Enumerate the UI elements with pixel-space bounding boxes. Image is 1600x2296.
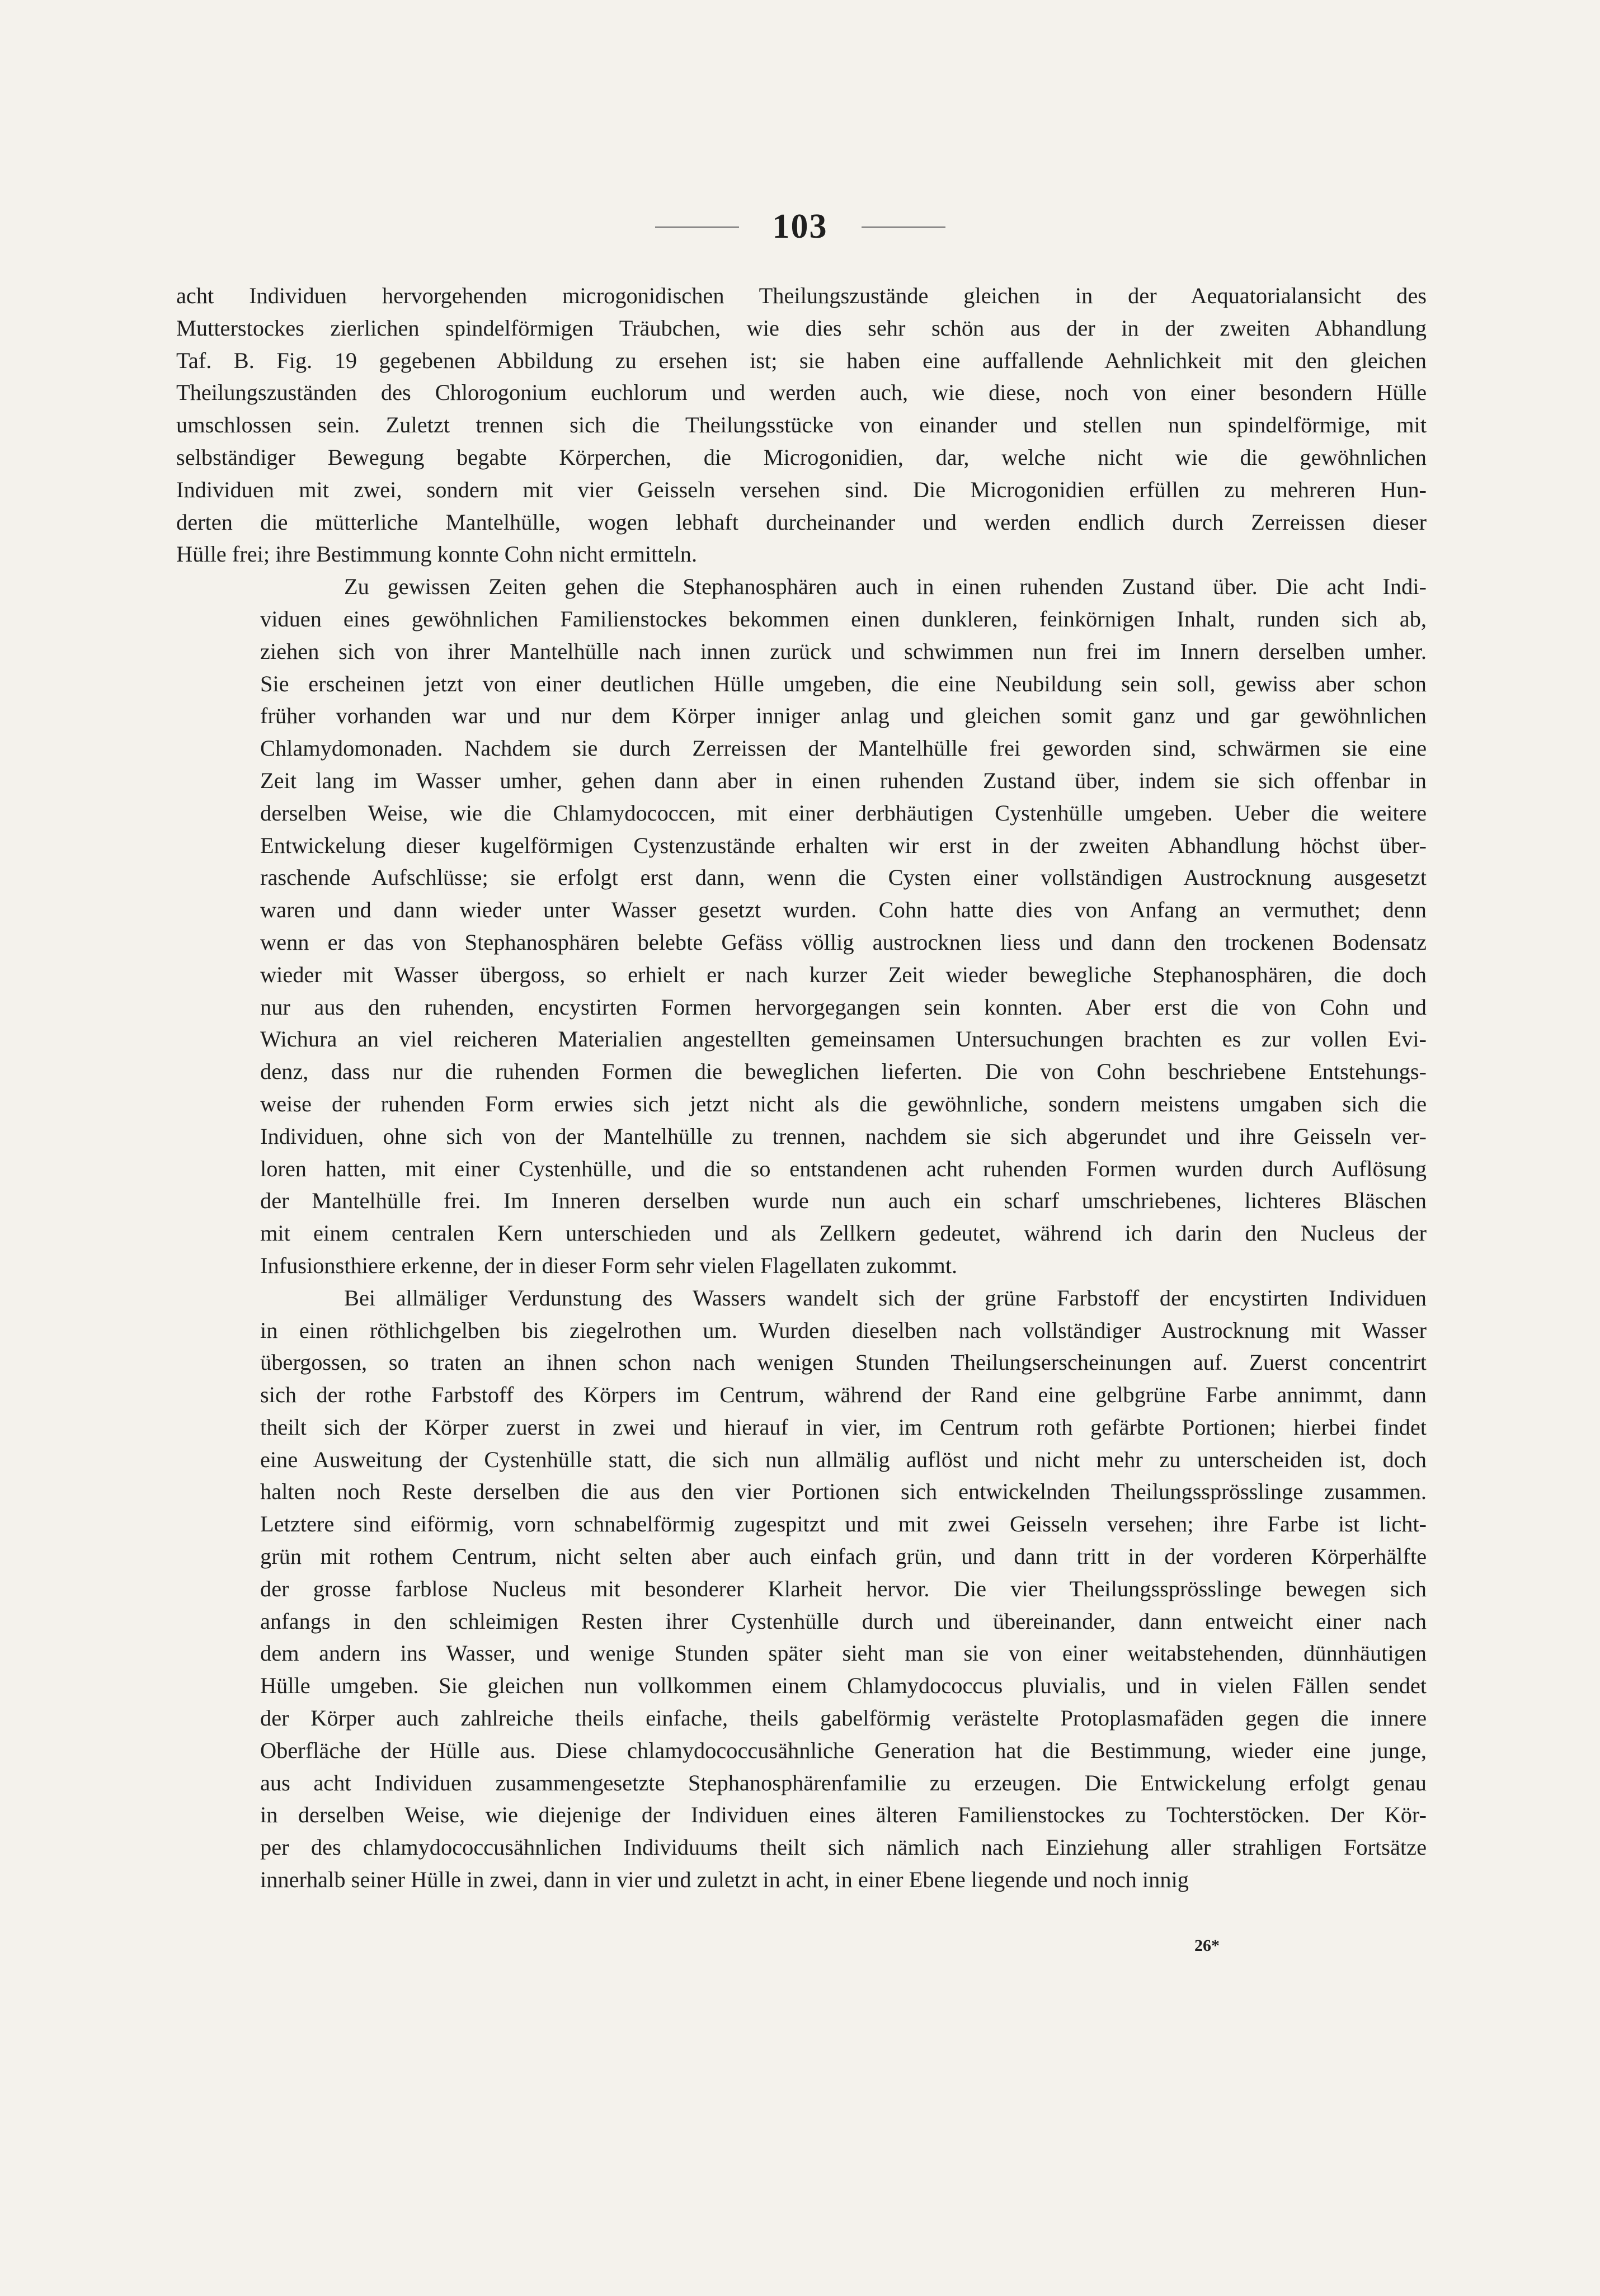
text-line: Wichura an viel reicheren Materialien angestellten gemeinsamen Untersuchungen brachten es zur vollen Evi- xyxy=(260,1026,1427,1052)
text-line: denz, dass nur die ruhenden Formen die beweglichen lieferten. Die von Cohn beschriebene Entstehungs- xyxy=(260,1059,1427,1085)
text-line: in derselben Weise, wie diejenige der Individuen eines älteren Familienstockes zu Tochterstöcken. Der Kör- xyxy=(260,1802,1427,1828)
paragraph xyxy=(176,1282,1427,1896)
body-text xyxy=(176,280,1427,1896)
text-line: waren und dann wieder unter Wasser gesetzt wurden. Cohn hatte dies von Anfang an vermuthet; denn xyxy=(260,897,1427,923)
text-line: in einen röthlichgelben bis ziegelrothen um. Wurden dieselben nach vollständiger Austrocknung mit Wasser xyxy=(260,1317,1427,1343)
text-line: aus acht Individuen zusammengesetzte Stephanosphärenfamilie zu erzeugen. Die Entwickelung erfolgt genau xyxy=(260,1770,1427,1795)
text-line: der Mantelhülle frei. Im Inneren derselben wurde nun auch ein scharf umschriebenes, lichteres Bläschen xyxy=(260,1188,1427,1214)
text-line: der Körper auch zahlreiche theils einfache, theils gabelförmig verästelte Protoplasmafäden gegen die innere xyxy=(260,1705,1427,1731)
text-line: früher vorhanden war und nur dem Körper inniger anlag und gleichen somit ganz und gar gewöhnlichen xyxy=(260,703,1427,729)
text-line: viduen eines gewöhnlichen Familienstockes bekommen einen dunkleren, feinkörnigen Inhalt, runden sich ab, xyxy=(260,606,1427,631)
text-line: der grosse farblose Nucleus mit besonderer Klarheit hervor. Die vier Theilungssprösslinge bewegen sich xyxy=(260,1576,1427,1601)
text-line: halten noch Reste derselben die aus den vier Portionen sich entwickelnden Theilungssprösslinge zusammen. xyxy=(260,1479,1427,1505)
text-line: anfangs in den schleimigen Resten ihrer Cystenhülle durch und übereinander, dann entweicht einer nach xyxy=(260,1608,1427,1634)
text-line: raschende Aufschlüsse; sie erfolgt erst dann, wenn die Cysten einer vollständigen Austrocknung ausgesetzt xyxy=(260,865,1427,890)
text-line: per des chlamydococcusähnlichen Individuums theilt sich nämlich nach Einziehung aller strahligen Fortsätze xyxy=(260,1835,1427,1860)
text-line: Taf. B. Fig. 19 gegebenen Abbildung zu ersehen ist; sie haben eine auffallende Aehnlichkeit mit den gleichen xyxy=(176,347,1427,373)
page-number: 103 xyxy=(772,208,828,246)
text-line: mit einem centralen Kern unterschieden und als Zellkern gedeutet, während ich darin den Nucleus der xyxy=(260,1220,1427,1246)
text-line: selbständiger Bewegung begabte Körperchen, die Microgonidien, dar, welche nicht wie die gewöhnlichen xyxy=(176,444,1427,470)
text-line: dem andern ins Wasser, und wenige Stunden später sieht man sie von einer weitabstehenden, dünnhäutigen xyxy=(260,1640,1427,1666)
text-line: wieder mit Wasser übergoss, so erhielt er nach kurzer Zeit wieder bewegliche Stephanosphären, die doch xyxy=(260,961,1427,987)
text-line: Hülle frei; ihre Bestimmung konnte Cohn nicht ermitteln. xyxy=(176,541,698,567)
text-line: derten die mütterliche Mantelhülle, wogen lebhaft durcheinander und werden endlich durch Zerreissen dieser xyxy=(176,509,1427,535)
text-line: Oberfläche der Hülle aus. Diese chlamydococcusähnliche Generation hat die Bestimmung, wieder eine junge, xyxy=(260,1737,1427,1763)
text-line: umschlossen sein. Zuletzt trennen sich die Theilungsstücke von einander und stellen nun spindelförmige, mit xyxy=(176,412,1427,438)
text-line: Infusionsthiere erkenne, der in dieser Form sehr vielen Flagellaten zukommt. xyxy=(260,1252,958,1278)
paragraph xyxy=(176,280,1427,571)
text-line: Individuen mit zwei, sondern mit vier Geisseln versehen sind. Die Microgonidien erfüllen zu mehreren Hun- xyxy=(176,477,1427,502)
signature-mark: 26* xyxy=(1194,1936,1220,1955)
text-line: grün mit rothem Centrum, nicht selten aber auch einfach grün, und dann tritt in der vorderen Körperhälfte xyxy=(260,1544,1427,1569)
text-line: Mutterstockes zierlichen spindelförmigen Träubchen, wie dies sehr schön aus der in der zweiten Abhandlung xyxy=(176,315,1427,341)
text-line: eine Ausweitung der Cystenhülle statt, die sich nun allmälig auflöst und nicht mehr zu unterscheiden ist, doch xyxy=(260,1446,1427,1472)
text-line: Letztere sind eiförmig, vorn schnabelförmig zugespitzt und mit zwei Geisseln versehen; ihre Farbe ist licht- xyxy=(260,1511,1427,1537)
text-line: loren hatten, mit einer Cystenhülle, und die so entstandenen acht ruhenden Formen wurden durch Auflösung xyxy=(260,1156,1427,1181)
header-rule-left xyxy=(655,227,739,228)
text-line: Individuen, ohne sich von der Mantelhülle zu trennen, nachdem sie sich abgerundet und ihre Geisseln ver- xyxy=(260,1123,1427,1149)
text-line: Theilungszuständen des Chlorogonium euchlorum und werden auch, wie diese, noch von einer besondern Hülle xyxy=(176,380,1427,406)
text-line: acht Individuen hervorgehenden microgonidischen Theilungszustände gleichen in der Aequatorialansicht des xyxy=(176,283,1427,308)
text-line: Zu gewissen Zeiten gehen die Stephanosphären auch in einen ruhenden Zustand über. Die acht Indi- xyxy=(344,574,1427,600)
text-line: übergossen, so traten an ihnen schon nach wenigen Stunden Theilungserscheinungen auf. Zuerst concentrirt xyxy=(260,1350,1427,1375)
text-line: nur aus den ruhenden, encystirten Formen hervorgegangen sein konnten. Aber erst die von Cohn und xyxy=(260,994,1427,1020)
text-line: ziehen sich von ihrer Mantelhülle nach innen zurück und schwimmen nun frei im Innern derselben umher. xyxy=(260,638,1427,664)
header-rule-right xyxy=(862,227,945,228)
paragraph xyxy=(176,571,1427,1282)
text-line: sich der rothe Farbstoff des Körpers im Centrum, während der Rand eine gelbgrüne Farbe annimmt, dann xyxy=(260,1382,1427,1408)
text-line: innerhalb seiner Hülle in zwei, dann in vier und zuletzt in acht, in einer Ebene liegende und noch innig xyxy=(260,1867,1189,1893)
text-line: Sie erscheinen jetzt von einer deutlichen Hülle umgeben, die eine Neubildung sein soll, gewiss aber schon xyxy=(260,671,1427,696)
text-line: Hülle umgeben. Sie gleichen nun vollkommen einem Chlamydococcus pluvialis, und in vielen Fällen sendet xyxy=(260,1673,1427,1699)
text-line: wenn er das von Stephanosphären belebte Gefäss völlig austrocknen liess und dann den trockenen Bodensatz xyxy=(260,929,1427,955)
text-line: Zeit lang im Wasser umher, gehen dann aber in einen ruhenden Zustand über, indem sie sich offenbar in xyxy=(260,767,1427,793)
text-line: weise der ruhenden Form erwies sich jetzt nicht als die gewöhnliche, sondern meistens umgaben sich die xyxy=(260,1091,1427,1116)
text-line: derselben Weise, wie die Chlamydococcen, mit einer derbhäutigen Cystenhülle umgeben. Ueber die weitere xyxy=(260,800,1427,826)
page-header xyxy=(0,207,1600,247)
text-line: Chlamydomonaden. Nachdem sie durch Zerreissen der Mantelhülle frei geworden sind, schwärmen sie eine xyxy=(260,736,1427,761)
text-line: Entwickelung dieser kugelförmigen Cystenzustände erhalten wir erst in der zweiten Abhandlung höchst über- xyxy=(260,832,1427,858)
text-line: Bei allmäliger Verdunstung des Wassers wandelt sich der grüne Farbstoff der encystirten Individuen xyxy=(344,1285,1427,1310)
text-line: theilt sich der Körper zuerst in zwei und hierauf in vier, im Centrum roth gefärbte Portionen; hierbei findet xyxy=(260,1414,1427,1440)
